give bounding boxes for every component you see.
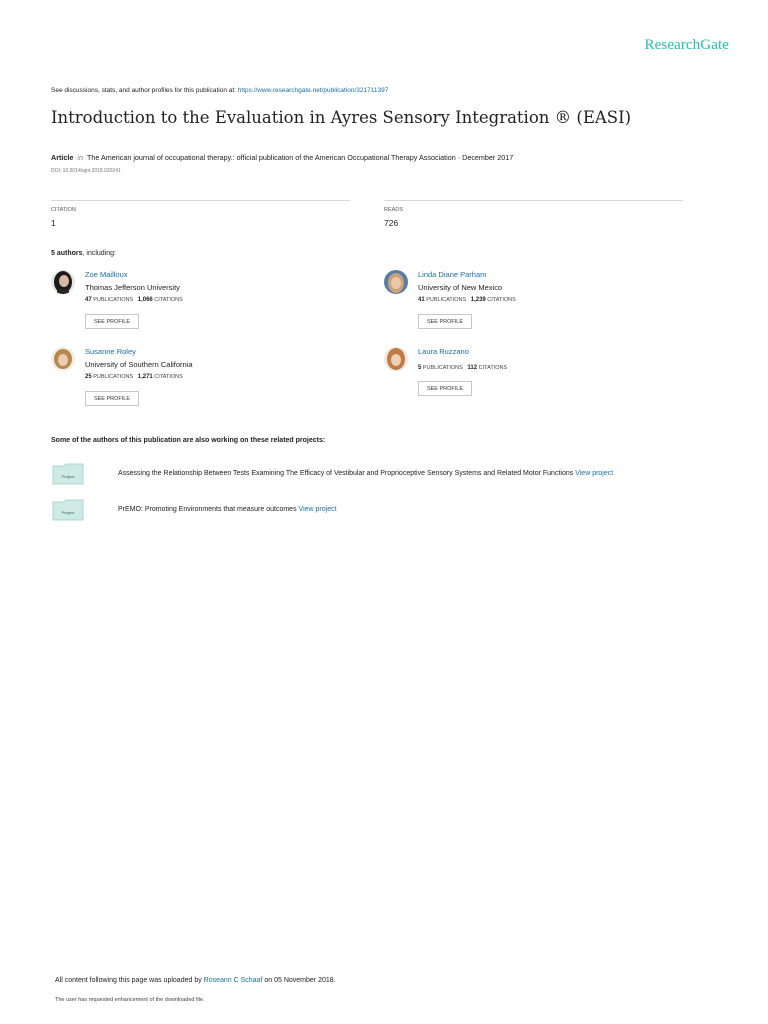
citation-value: 1 xyxy=(51,218,56,228)
authors-heading xyxy=(51,250,116,257)
author-avatar[interactable] xyxy=(384,270,408,294)
author-institution: University of Southern California xyxy=(85,360,193,369)
author-avatar[interactable] xyxy=(51,347,75,371)
discussion-line xyxy=(51,87,388,94)
author-name[interactable]: Laura Ruzzano xyxy=(418,347,469,356)
publication-count: 25 xyxy=(85,374,92,380)
view-project-link[interactable]: View project xyxy=(298,506,337,513)
publications-label: PUBLICATIONS xyxy=(426,297,467,303)
publication-url-link[interactable]: https://www.researchgate.net/publication/321711397 xyxy=(237,87,389,94)
project-label: Project xyxy=(61,474,75,479)
see-profile-button[interactable]: SEE PROFILE xyxy=(418,381,472,396)
citations-label: CITATIONS xyxy=(154,374,183,380)
publications-label: PUBLICATIONS xyxy=(93,297,134,303)
publication-count: 5 xyxy=(418,365,422,371)
publication-count: 41 xyxy=(418,297,425,303)
author-card xyxy=(384,347,684,417)
publications-label: PUBLICATIONS xyxy=(422,365,463,371)
author-name[interactable]: Linda Diane Parham xyxy=(418,270,487,279)
project-label: Project xyxy=(61,510,75,515)
author-card xyxy=(51,347,351,417)
project-folder-icon[interactable] xyxy=(52,463,84,485)
article-type: Article xyxy=(51,153,74,162)
uploaded-suffix: on 05 November 2018. xyxy=(262,977,336,984)
citation-label: CITATION xyxy=(51,207,76,213)
author-stats xyxy=(418,297,516,303)
author-stats xyxy=(85,297,183,303)
author-institution: University of New Mexico xyxy=(418,283,503,292)
publication-title: Introduction to the Evaluation in Ayres Sensory Integration ® (EASI) xyxy=(51,108,632,127)
citations-label: CITATIONS xyxy=(478,365,508,371)
project-folder-icon[interactable] xyxy=(52,499,84,521)
project-title: PrEMO: Promoting Environments that measure outcomes xyxy=(118,506,297,513)
uploaded-prefix: All content following this page was uploaded by xyxy=(55,977,204,984)
author-avatar[interactable] xyxy=(384,347,408,371)
discussion-prefix: See discussions, stats, and author profiles for this publication at: xyxy=(51,87,238,94)
see-profile-button[interactable]: SEE PROFILE xyxy=(418,314,472,329)
author-card xyxy=(384,270,684,340)
doi: DOI: 10.5014/ajot.2018.020241 xyxy=(51,168,121,174)
publications-label: PUBLICATIONS xyxy=(93,374,134,380)
author-institution: Thomas Jefferson University xyxy=(85,283,180,292)
reads-label: READS xyxy=(384,207,403,213)
author-stats xyxy=(418,365,507,371)
reads-divider xyxy=(384,200,683,201)
citation-count: 1,271 xyxy=(137,374,153,380)
article-in: in xyxy=(77,153,83,162)
citation-count: 1,239 xyxy=(470,297,486,303)
enhancement-note: The user has requested enhancement of the downloaded file. xyxy=(55,997,205,1003)
view-project-link[interactable]: View project xyxy=(575,470,614,477)
citation-count: 1,066 xyxy=(137,297,153,303)
author-avatar[interactable] xyxy=(51,270,75,294)
project-item xyxy=(118,506,337,513)
citations-label: CITATIONS xyxy=(154,297,183,303)
see-profile-button[interactable]: SEE PROFILE xyxy=(85,391,139,406)
project-title: Assessing the Relationship Between Tests Examining The Efficacy of Vestibular and Proprioceptive Sensory Systems and Related Motor Functions xyxy=(118,470,574,477)
reads-value: 726 xyxy=(384,218,399,228)
journal-name: The American journal of occupational therapy.: official publication of the American Occupational Therapy Association · December 2017 xyxy=(86,153,514,162)
authors-count: 5 authors xyxy=(51,250,83,257)
author-card xyxy=(51,270,351,340)
author-name[interactable]: Zoe Mailloux xyxy=(85,270,128,279)
author-stats xyxy=(85,374,183,380)
citation-divider xyxy=(51,200,350,201)
see-profile-button[interactable]: SEE PROFILE xyxy=(85,314,139,329)
uploader-link[interactable]: Roseann C Schaaf xyxy=(203,977,263,984)
citation-count: 112 xyxy=(467,365,478,371)
citations-label: CITATIONS xyxy=(487,297,516,303)
article-line xyxy=(51,153,513,162)
uploaded-by-line xyxy=(55,977,336,984)
project-item xyxy=(118,470,613,477)
related-projects-heading: Some of the authors of this publication are also working on these related projects: xyxy=(51,437,326,444)
researchgate-logo[interactable]: ResearchGate xyxy=(644,37,729,53)
publication-count: 47 xyxy=(85,297,92,303)
authors-suffix: , including: xyxy=(82,250,116,257)
author-name[interactable]: Susanne Roley xyxy=(85,347,136,356)
